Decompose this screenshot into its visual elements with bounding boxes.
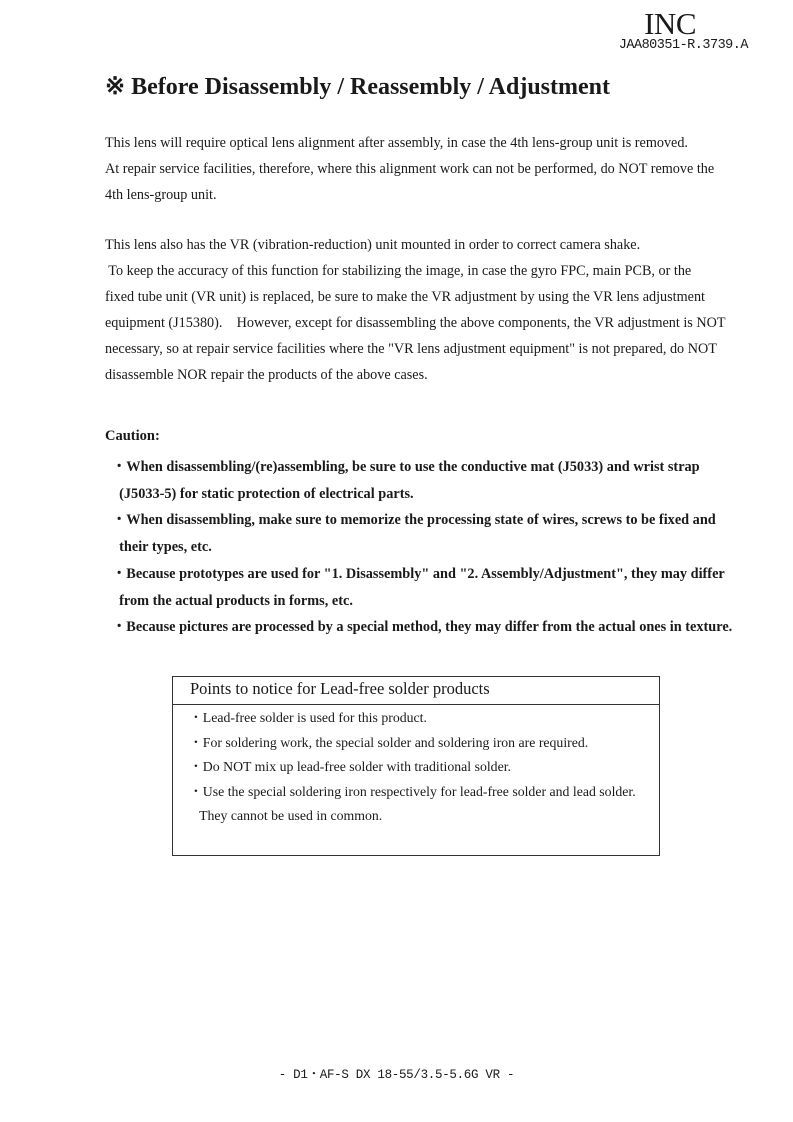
paragraph-line: This lens will require optical lens alignment after assembly, in case the 4th lens-group unit is removed. [105, 135, 688, 151]
caution-line: ・When disassembling, make sure to memorize the processing state of wires, screws to be fixed and [112, 512, 716, 529]
caution-line: (J5033-5) for static protection of electrical parts. [112, 485, 414, 502]
paragraph-optical-alignment [105, 130, 714, 208]
lead-free-notice-box [172, 676, 660, 856]
paragraph-line: disassemble NOR repair the products of the above cases. [105, 367, 428, 383]
notice-item: ・Do NOT mix up lead-free solder with traditional solder. [189, 759, 511, 774]
paragraph-vr-adjustment [105, 232, 726, 388]
notice-item: They cannot be used in common. [189, 808, 383, 823]
caution-list [112, 454, 732, 641]
notice-heading: Points to notice for Lead-free solder products [173, 677, 659, 705]
caution-line: their types, etc. [112, 539, 212, 556]
paragraph-line: This lens also has the VR (vibration-reduction) unit mounted in order to correct camera shake. [105, 237, 641, 253]
notice-item: ・Use the special soldering iron respectively for lead-free solder and lead solder. [189, 783, 636, 799]
page-footer: - D1・AF-S DX 18-55/3.5-5.6G VR - [278, 1068, 515, 1082]
page-title: ※ Before Disassembly / Reassembly / Adjustment [105, 74, 610, 100]
notice-item: ・For soldering work, the special solder and soldering iron are required. [189, 734, 589, 750]
paragraph-line: fixed tube unit (VR unit) is replaced, be sure to make the VR adjustment by using the VR lens adjustment [105, 289, 705, 305]
paragraph-line: 4th lens-group unit. [105, 187, 217, 203]
paragraph-line: equipment (J15380). However, except for disassembling the above components, the VR adjustment is NOT [105, 315, 726, 331]
caution-heading: Caution: [105, 428, 160, 444]
caution-line: ・When disassembling/(re)assembling, be sure to use the conductive mat (J5033) and wrist strap [112, 459, 700, 475]
notice-list [173, 705, 659, 829]
caution-line: ・Because pictures are processed by a special method, they may differ from the actual ones in texture. [112, 619, 733, 636]
paragraph-line: To keep the accuracy of this function for stabilizing the image, in case the gyro FPC, main PCB, or the [105, 263, 692, 279]
paragraph-line: At repair service facilities, therefore, where this alignment work can not be performed, do NOT remove the [105, 161, 715, 177]
caution-line: ・Because prototypes are used for "1. Disassembly" and "2. Assembly/Adjustment", they may differ [112, 565, 725, 582]
document-number: JAA80351-R.3739.A [618, 38, 748, 53]
paragraph-line: necessary, so at repair service facilities where the "VR lens adjustment equipment" is not prepared, do NOT [105, 341, 717, 357]
notice-item: ・Lead-free solder is used for this product. [189, 710, 427, 725]
caution-line: from the actual products in forms, etc. [112, 592, 353, 609]
brand-label: INC [644, 6, 696, 41]
